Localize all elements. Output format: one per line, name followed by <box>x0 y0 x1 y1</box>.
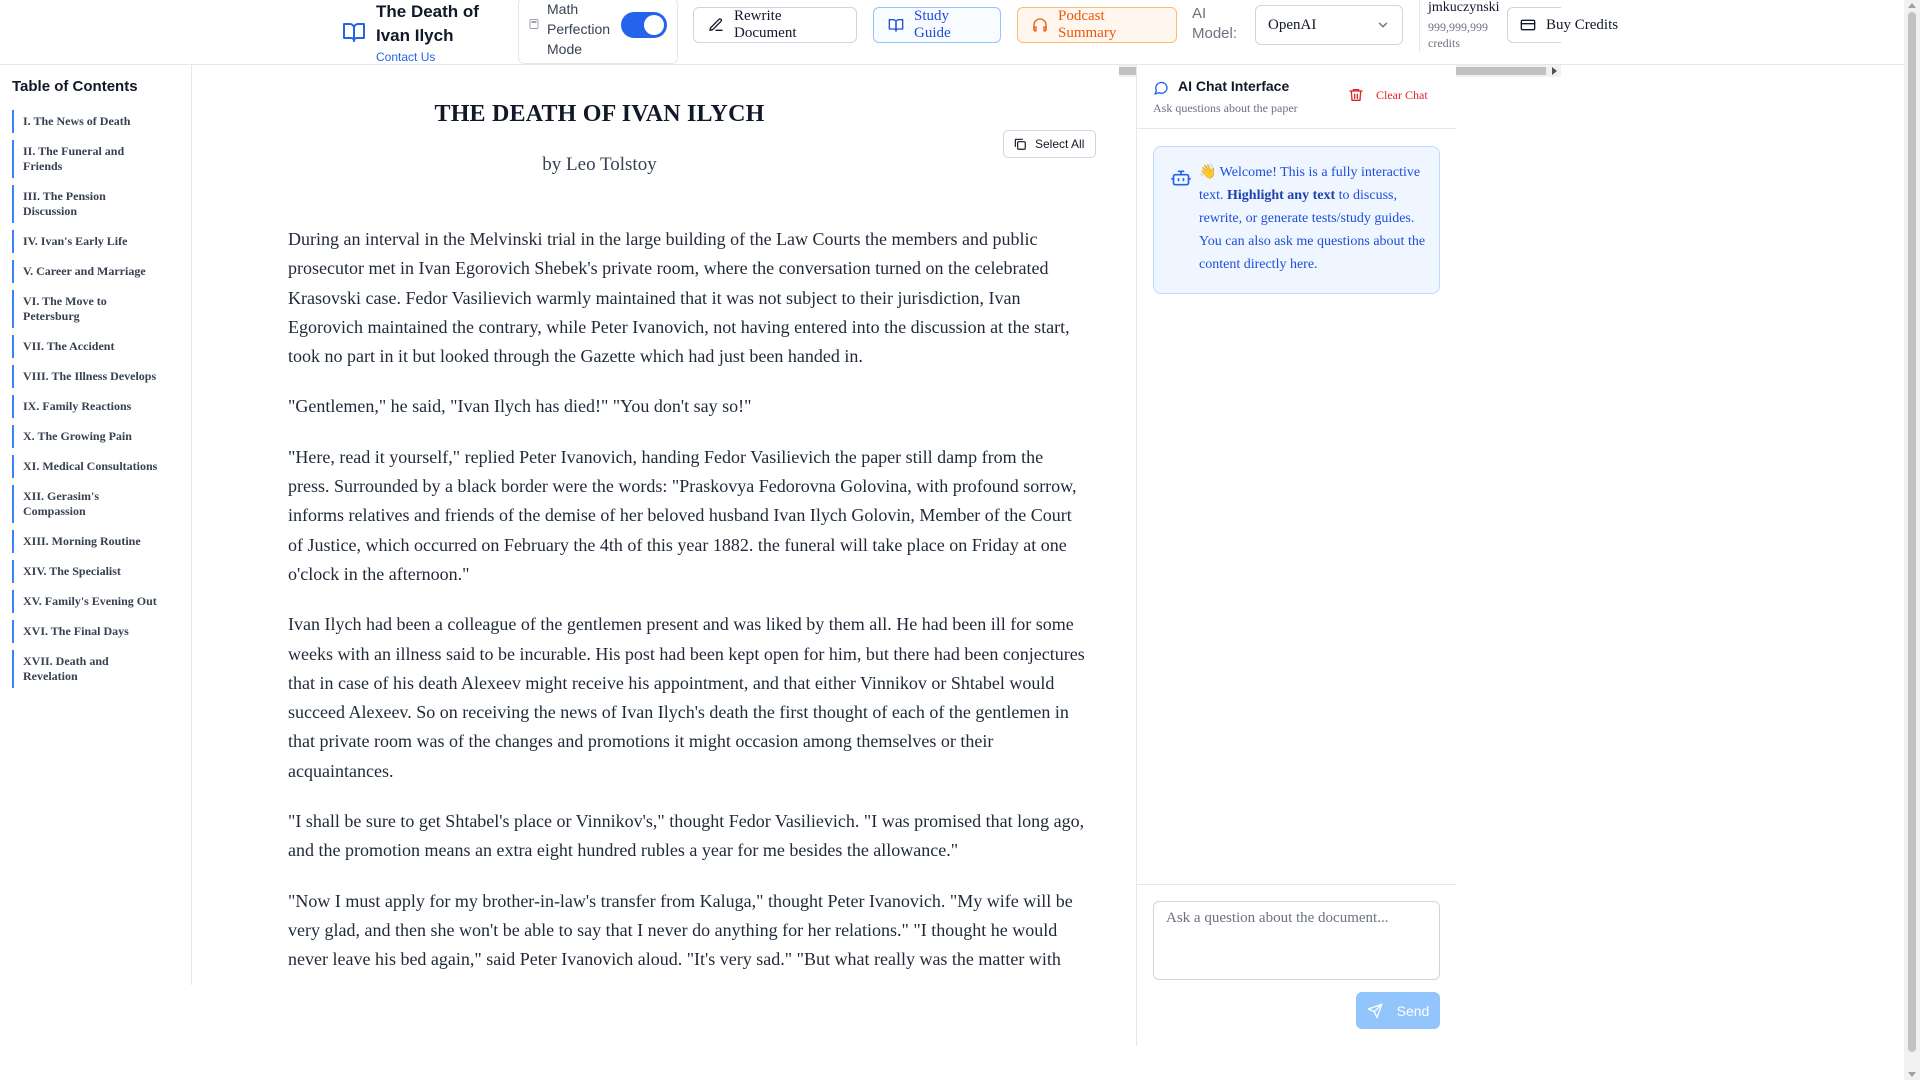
study-guide-button[interactable] <box>873 7 1001 43</box>
welcome-text <box>1199 161 1427 276</box>
chat-header <box>1137 65 1456 129</box>
math-perfection-mode-control <box>518 0 678 64</box>
top-header <box>0 0 1904 65</box>
clear-chat-label: Clear Chat <box>1376 87 1428 102</box>
toc-item[interactable]: XI. Medical Consultations <box>12 455 172 478</box>
toc-item[interactable]: IV. Ivan's Early Life <box>12 230 172 253</box>
chat-subtitle: Ask questions about the paper <box>1153 101 1298 115</box>
toc-item[interactable]: XII. Gerasim's Compassion <box>12 485 172 523</box>
chat-question-input[interactable] <box>1153 901 1440 980</box>
select-all-label: Select All <box>1035 137 1085 151</box>
ai-model-label: AI Model: <box>1192 5 1238 42</box>
scroll-down-arrow[interactable] <box>1908 1072 1916 1077</box>
welcome-message <box>1153 146 1440 294</box>
ai-model-select[interactable] <box>1255 5 1403 45</box>
rewrite-document-label: Rewrite Document <box>734 8 797 41</box>
study-guide-label: Study Guide <box>914 8 951 41</box>
send-button[interactable] <box>1356 992 1440 1029</box>
toc-title: Table of Contents <box>12 78 138 95</box>
document-viewer <box>256 65 1119 985</box>
paragraph[interactable]: "Gentlemen," he said, "Ivan Ilych has died!" "You don't say so!" <box>288 396 752 417</box>
paragraph[interactable]: "Now I must apply for my brother-in-law's transfer from Kaluga," thought Peter Ivanovich. "My wife will be very glad, and then she won't be able to say that I never do anything for her relations." "I thought he would never leave his bed again," said Peter Ivanovich aloud. "It's very sad." "But what really was the matter with <box>288 890 1073 970</box>
paragraph[interactable]: "Here, read it yourself," replied Peter Ivanovich, handing Fedor Vasilievich the paper still damp from the press. Surrounded by a black border were the words: "Praskovya Fedorovna Golovina, with profound sorrow, informs relatives and friends of the demise of her beloved husband Ivan Ilych Golovin, Member of the Court of Justice, which occurred on February the 4th of this year 1882. the funeral will take place on Friday at one o'clock in the afternoon." <box>288 446 1077 584</box>
wave-emoji: 👋 <box>1199 165 1217 180</box>
contact-us-link[interactable]: Contact Us <box>376 50 436 64</box>
welcome-text-end: to discuss, rewrite, or generate tests/study guides. You can also ask me questions about the content directly here. <box>1199 188 1426 272</box>
headphones-icon <box>1032 17 1048 33</box>
credit-card-icon <box>1520 17 1536 33</box>
toc-item[interactable]: XIV. The Specialist <box>12 560 172 583</box>
buy-credits-label: Buy Credits <box>1546 16 1619 33</box>
paragraph[interactable]: Ivan Ilych had been a colleague of the gentlemen present and was liked by them all. He had been ill for some weeks with an illness said to be incurable. His post had been kept open for him, but there had been conjectures that in case of his death Alexeev might receive his appointment, and that either Vinnikov or Shtabel would succeed Alexeev. So on receiving the news of Ivan Ilych's death the first thought of each of the gentlemen in that private room was of the changes and promotions it might occasion among themselves or their acquaintances. <box>288 614 1085 781</box>
table-of-contents <box>0 65 192 985</box>
toc-item[interactable]: VI. The Move to Petersburg <box>12 290 172 328</box>
toc-item[interactable]: XVII. Death and Revelation <box>12 650 172 688</box>
book-open-icon <box>888 17 904 33</box>
copy-icon <box>1013 137 1027 151</box>
chat-input-area <box>1137 884 1456 1047</box>
scroll-right-arrow[interactable] <box>1552 67 1557 75</box>
scrollbar-thumb[interactable] <box>1908 12 1916 1052</box>
trash-icon <box>1348 87 1364 103</box>
ai-chat-panel <box>1136 65 1456 1046</box>
message-circle-icon <box>1153 80 1169 96</box>
toc-item[interactable]: VIII. The Illness Develops <box>12 365 172 388</box>
toc-list <box>12 110 172 695</box>
toc-item[interactable]: III. The Pension Discussion <box>12 185 172 223</box>
pencil-icon <box>708 17 724 33</box>
toc-item[interactable]: XVI. The Final Days <box>12 620 172 643</box>
toc-item[interactable]: X. The Growing Pain <box>12 425 172 448</box>
welcome-highlight: Highlight any text <box>1227 188 1336 203</box>
bot-icon <box>1171 168 1191 188</box>
chat-title: AI Chat Interface <box>1178 78 1290 94</box>
buy-credits-button[interactable] <box>1507 7 1619 43</box>
toc-item[interactable]: V. Career and Marriage <box>12 260 172 283</box>
math-perfection-mode-label: Math Perfection Mode <box>547 1 611 57</box>
send-label: Send <box>1396 1002 1430 1019</box>
chevron-down-icon <box>1376 18 1390 32</box>
paragraph[interactable]: "I shall be sure to get Shtabel's place or Vinnikov's," thought Fedor Vasilievich. "I was promised that long ago, and the promotion means an extra eight hundred rubles a year for me besides the allowance." <box>288 811 1085 861</box>
send-icon <box>1367 1003 1383 1019</box>
paragraph[interactable]: During an interval in the Melvinski trial in the large building of the Law Courts the members and public prosecutor met in Ivan Egorovich Shebek's private room, where the conversation turned on the celebrated Krasovski case. Fedor Vasilievich warmly maintained that it was not subject to their jurisdiction, Ivan Egorovich maintained the contrary, while Peter Ivanovich, not having entered into the discussion at the start, took no part in it but looked through the Gazette which had just been handed in. <box>288 229 1070 367</box>
toc-item[interactable]: I. The News of Death <box>12 110 172 133</box>
welcome-text-start: Welcome! This is a fully interactive text. <box>1199 165 1421 203</box>
scroll-up-arrow[interactable] <box>1908 3 1916 8</box>
username: jmkuczynski <box>1428 0 1500 15</box>
clear-chat-button[interactable] <box>1348 87 1428 103</box>
ai-model-value: OpenAI <box>1268 16 1317 33</box>
toc-item[interactable]: II. The Funeral and Friends <box>12 140 172 178</box>
rewrite-document-button[interactable] <box>693 7 857 43</box>
document-title: THE DEATH OF IVAN ILYCH <box>434 101 765 127</box>
calculator-icon <box>529 19 539 29</box>
toc-item[interactable]: VII. The Accident <box>12 335 172 358</box>
credits-balance: 999,999,999 credits <box>1428 20 1488 50</box>
document-author: by Leo Tolstoy <box>542 154 657 175</box>
header-divider <box>1419 0 1420 52</box>
toc-item[interactable]: XV. Family's Evening Out <box>12 590 172 613</box>
podcast-summary-label: Podcast Summary <box>1058 8 1117 41</box>
app-title: The Death of Ivan Ilych <box>376 2 479 45</box>
document-body[interactable] <box>288 225 1088 996</box>
vertical-scrollbar[interactable] <box>1904 0 1920 1080</box>
toc-item[interactable]: IX. Family Reactions <box>12 395 172 418</box>
math-perfection-mode-toggle[interactable] <box>621 12 667 38</box>
toc-item[interactable]: XIII. Morning Routine <box>12 530 172 553</box>
book-open-icon <box>342 20 366 44</box>
podcast-summary-button[interactable] <box>1017 7 1177 43</box>
toggle-knob <box>644 15 664 35</box>
